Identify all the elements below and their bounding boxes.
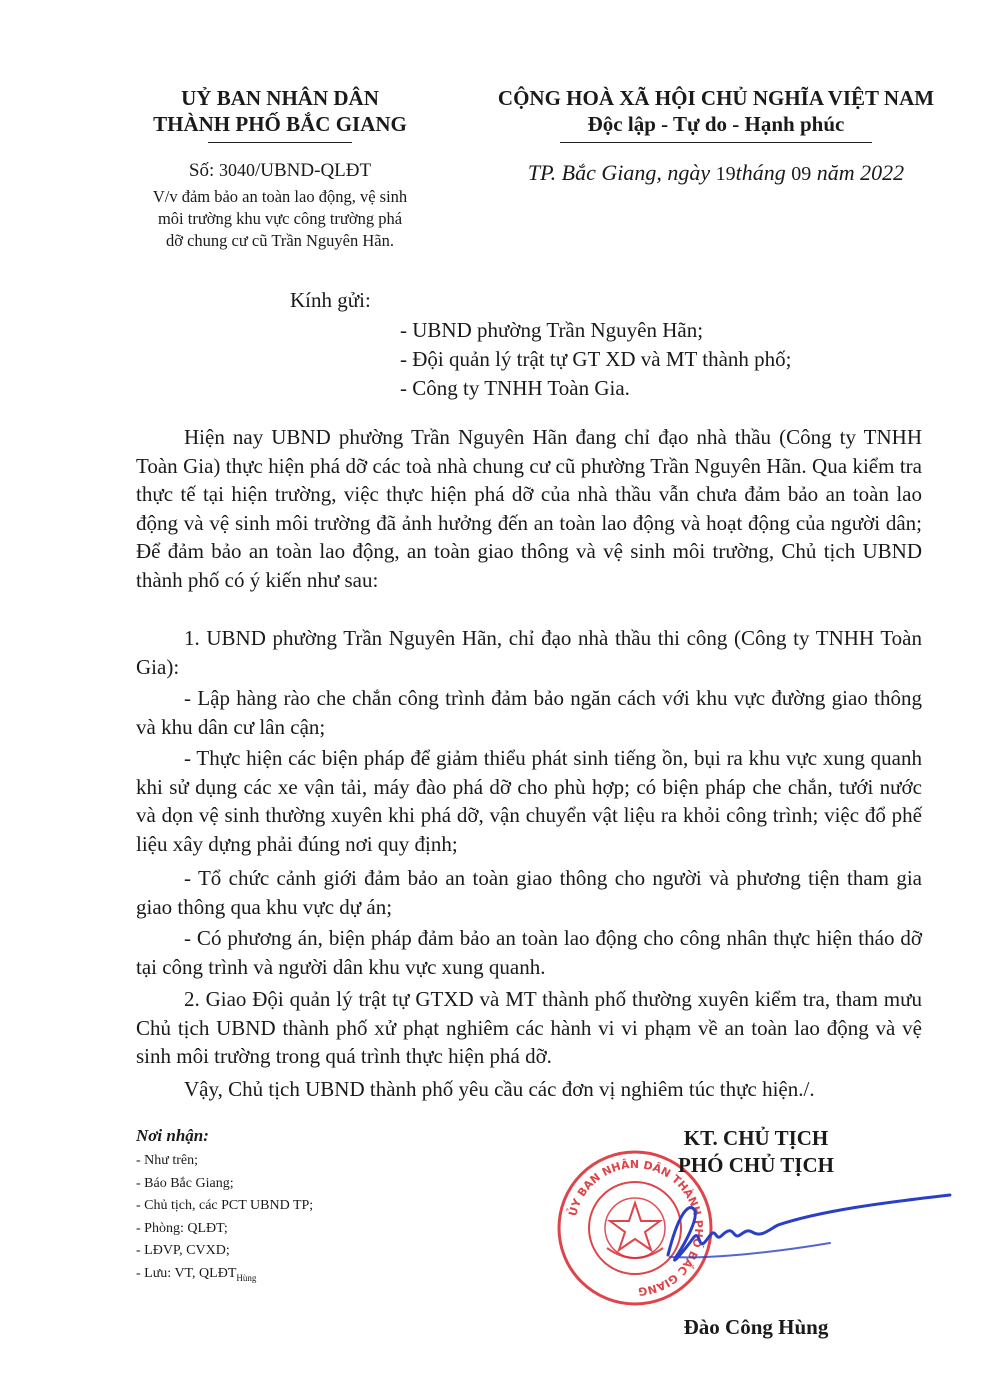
national-motto: Độc lập - Tự do - Hạnh phúc: [587, 112, 845, 136]
subject-line: dỡ chung cư cũ Trần Nguyên Hãn.: [165, 231, 394, 250]
distribution-item: - Như trên;: [136, 1153, 199, 1168]
recipient-item: - Đội quản lý trật tự GT XD và MT thành phố;: [400, 347, 792, 371]
recipient-item: - Công ty TNHH Toàn Gia.: [400, 376, 630, 400]
motto-underline: [560, 142, 872, 143]
distribution-archive: - Lưu: VT, QLĐT: [136, 1265, 237, 1281]
body-item-1c: - Tổ chức cảnh giới đảm bảo an toàn giao thông cho người và phương tiện tham gia giao thông qua khu vực dự án;: [136, 866, 922, 919]
distribution-list: [136, 1150, 313, 1289]
issue-date: [466, 160, 966, 186]
signature-authority-line1: KT. CHỦ TỊCH: [683, 1126, 829, 1150]
issuing-authority-line1: UỶ BAN NHÂN DÂN: [181, 86, 379, 110]
distribution-archive-initials: Hùng: [236, 1272, 257, 1283]
authority-underline: [208, 142, 352, 143]
document-number-value: 3040: [219, 160, 255, 180]
national-title: CỘNG HOÀ XÃ HỘI CHỦ NGHĨA VIỆT NAM: [497, 86, 935, 110]
date-month: 09: [791, 163, 812, 185]
document-number: [120, 160, 440, 182]
issuing-authority-line2: THÀNH PHỐ BẮC GIANG: [153, 112, 407, 136]
date-day: 19: [715, 163, 736, 185]
document-subject: [112, 186, 448, 252]
distribution-item: - Báo Bắc Giang;: [136, 1175, 234, 1191]
recipient-item: - UBND phường Trần Nguyên Hãn;: [400, 318, 704, 342]
distribution-item: - LĐVP, CVXD;: [136, 1243, 230, 1258]
body-closing: Vậy, Chủ tịch UBND thành phố yêu cầu các đơn vị nghiêm túc thực hiện./.: [184, 1077, 815, 1101]
body-intro: Hiện nay UBND phường Trần Nguyên Hãn đang chỉ đạo nhà thầu (Công ty TNHH Toàn Gia) thực hiện phá dỡ các toà nhà chung cư cũ phường Trần Nguyên Hãn. Qua kiểm tra thực tế tại hiện trường, việc thực hiện phá dỡ của nhà thầu vẫn chưa đảm bảo an toàn lao động và vệ sinh môi trường đã ảnh hưởng đến an toàn lao động và hoạt động của người dân; Để đảm bảo an toàn lao động, an toàn giao thông và vệ sinh môi trường, Chủ tịch UBND thành phố có ý kiến như sau:: [136, 425, 922, 592]
seal-text: ỦY BAN NHÂN DÂN THÀNH PHỐ BẮC GIANG: [566, 1157, 706, 1299]
body-item-1b: - Thực hiện các biện pháp để giảm thiểu phát sinh tiếng ồn, bụi ra khu vực xung quanh khi sử dụng các xe vận tải, máy đào phá dỡ cho phù hợp; có biện pháp che chắn, tưới nước và dọn vệ sinh thường xuyên khi phá dỡ, vận chuyển vật liệu ra khỏi công trình; việc đổ phế liệu xây dựng phải đúng nơi quy định;: [136, 746, 922, 856]
subject-line: môi trường khu vực công trường phá: [157, 209, 403, 228]
document-number-suffix: /UBND-QLĐT: [255, 160, 372, 181]
handwritten-signature: [650, 1185, 970, 1285]
document-number-prefix: Số:: [188, 160, 215, 181]
date-month-label: tháng: [735, 160, 786, 185]
distribution-title: Nơi nhận:: [136, 1126, 209, 1145]
body-item-2: 2. Giao Đội quản lý trật tự GTXD và MT thành phố thường xuyên kiểm tra, tham mưu Chủ tịch UBND thành phố xử phạt nghiêm các hành vi vi phạm về an toàn lao động và vệ sinh môi trường trong quá trình thực hiện phá dỡ.: [136, 987, 922, 1068]
body-item-1: 1. UBND phường Trần Nguyên Hãn, chỉ đạo nhà thầu thi công (Công ty TNHH Toàn Gia):: [136, 626, 922, 679]
greeting: Kính gửi:: [290, 288, 371, 312]
distribution-item: [136, 1263, 313, 1289]
signer-name: Đào Công Hùng: [683, 1315, 829, 1339]
body-item-1a: - Lập hàng rào che chắn công trình đảm bảo ngăn cách với khu vực đường giao thông và khu dân cư lân cận;: [136, 686, 922, 739]
distribution-item: - Chủ tịch, các PCT UBND TP;: [136, 1198, 314, 1213]
signature-authority-line2: PHÓ CHỦ TỊCH: [678, 1153, 834, 1177]
body-item-1d: - Có phương án, biện pháp đảm bảo an toàn lao động cho công nhân thực hiện tháo dỡ tại công trình và người dân khu vực xung quanh.: [136, 926, 922, 979]
date-year: năm 2022: [816, 160, 905, 185]
subject-line: V/v đảm bảo an toàn lao động, vệ sinh: [152, 187, 408, 206]
date-place: TP. Bắc Giang, ngày: [527, 160, 711, 185]
distribution-item: - Phòng: QLĐT;: [136, 1220, 228, 1236]
